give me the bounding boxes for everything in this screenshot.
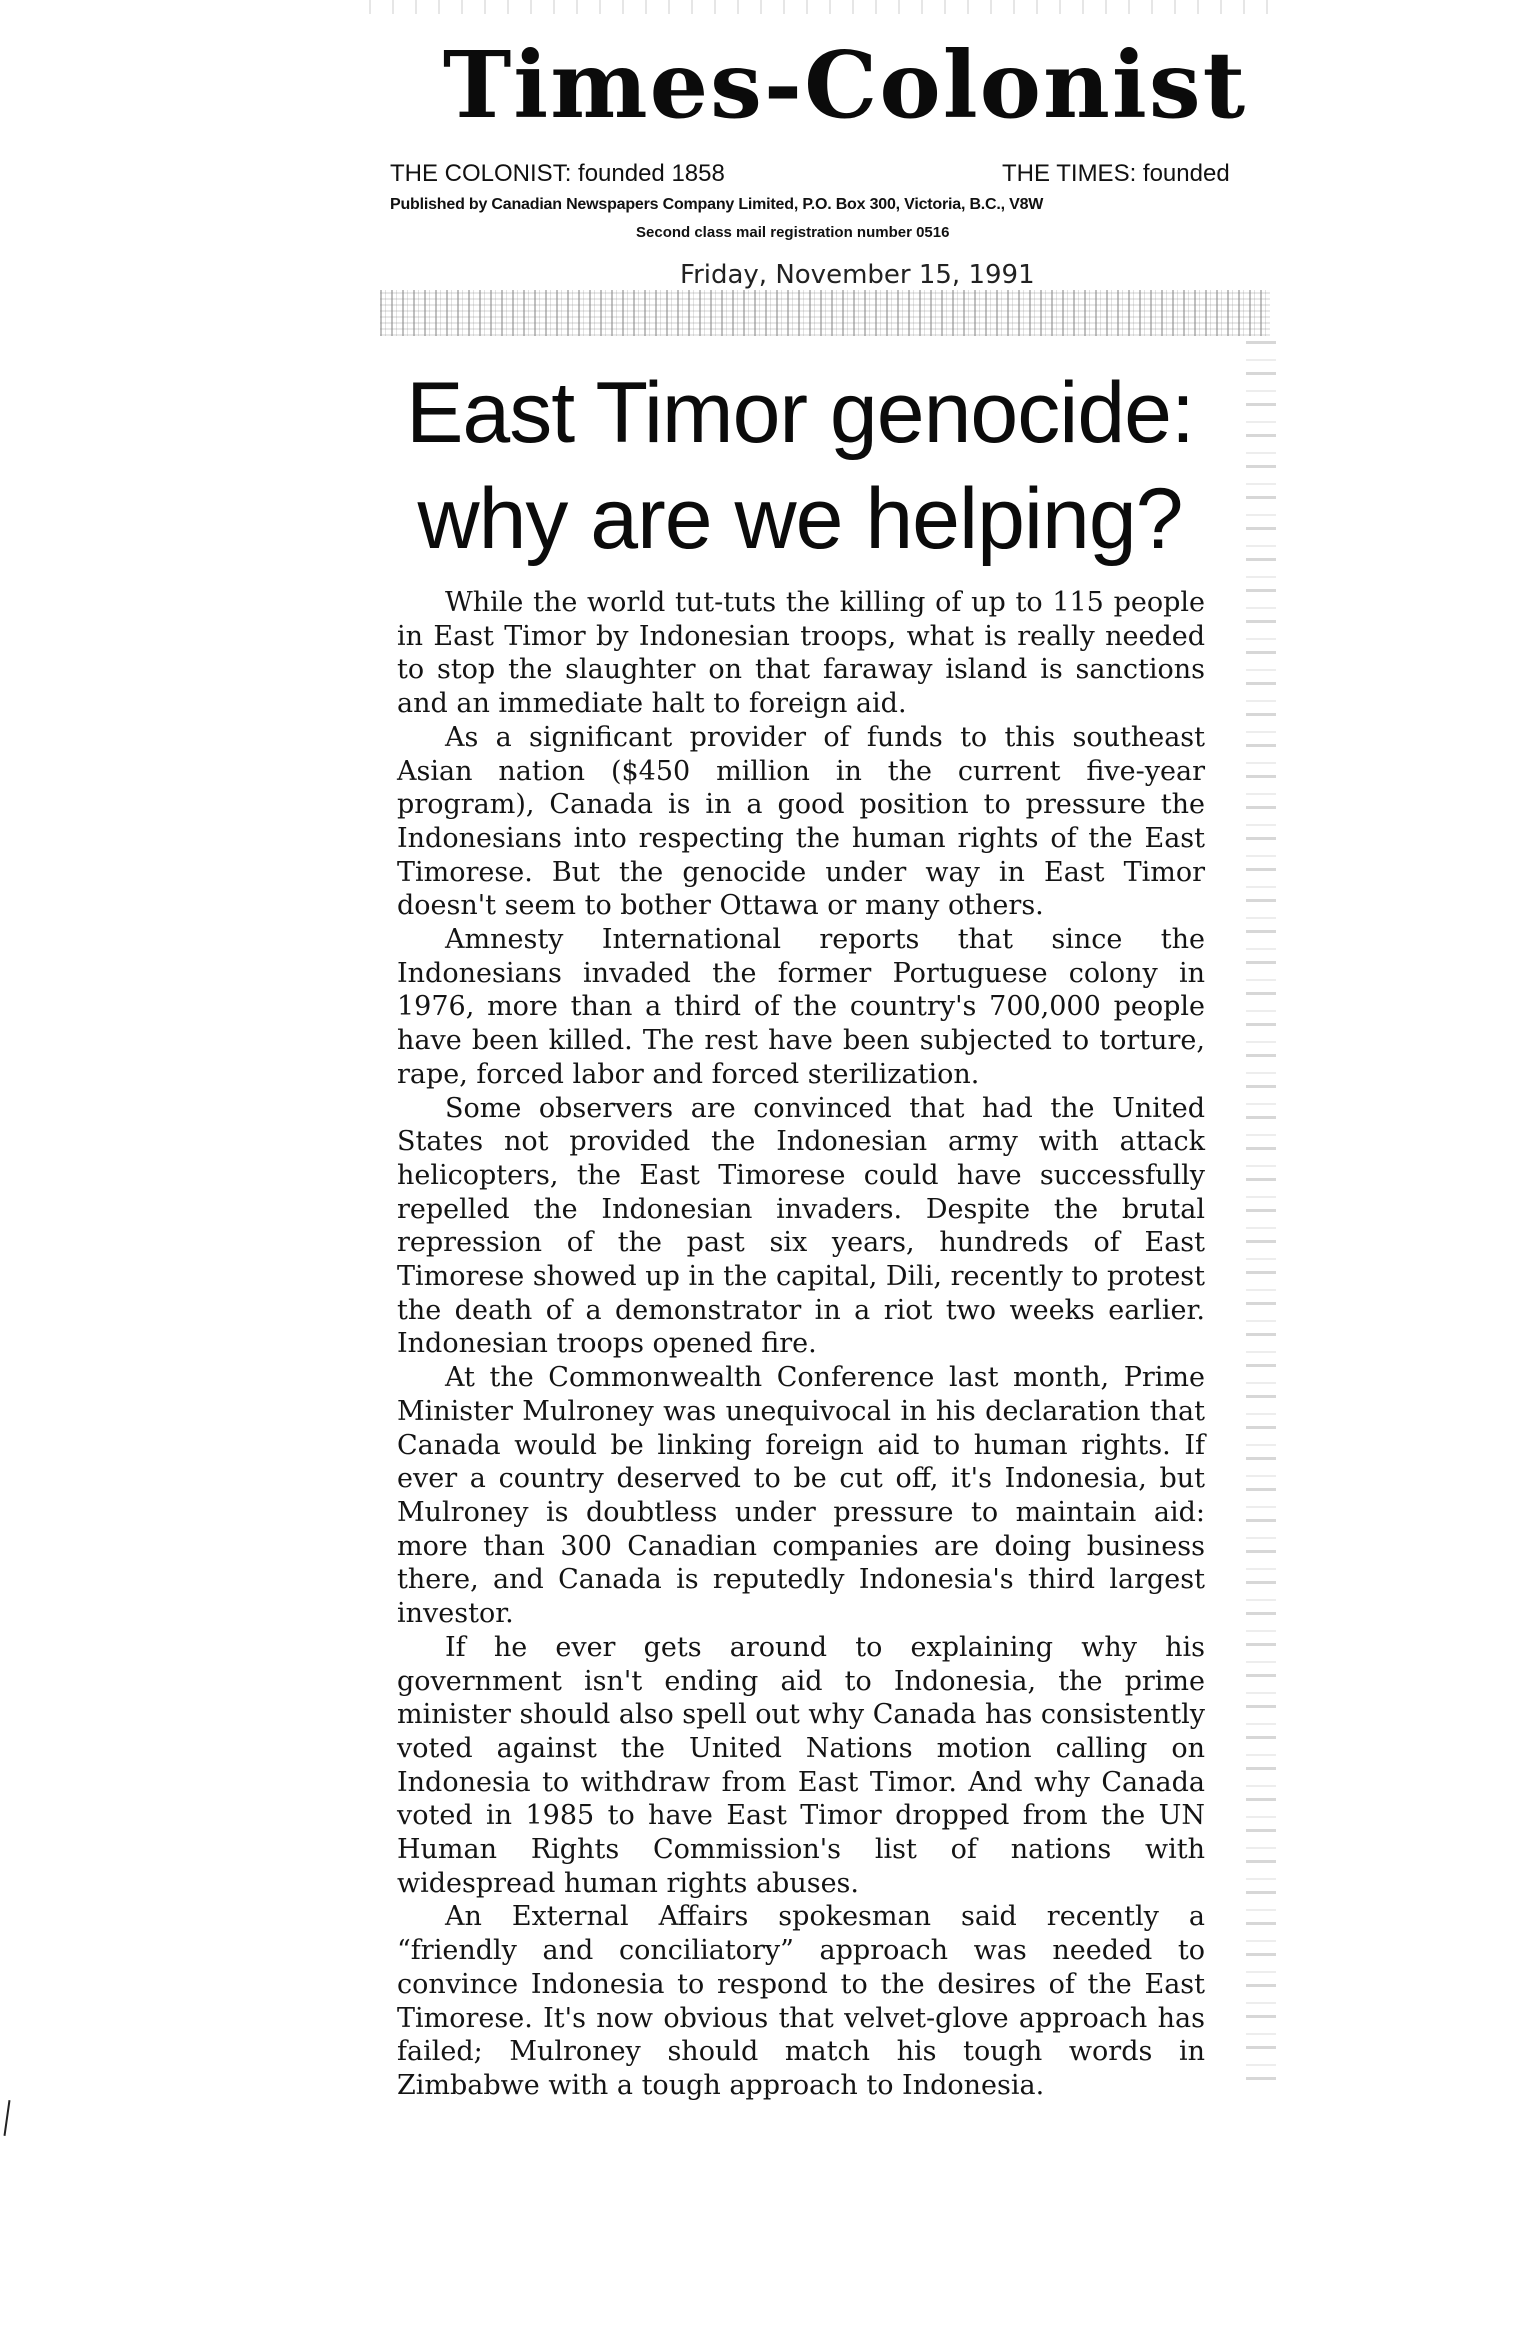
article-paragraph: At the Commonwealth Conference last month, Prime Minister Mulroney was unequivocal in his declaration that Canada would be linking foreign aid to human rights. If ever a country deserved to be cut off, it's Indonesia, but Mulroney is doubtless under pressure to maintain aid: more than 300 Canadian companies are doing business there, and Canada is reputedly Indonesia's third largest investor. <box>397 1362 1205 1630</box>
headline-line-1: East Timor genocide: <box>406 365 1194 461</box>
colonist-founded: THE COLONIST: founded 1858 <box>390 160 725 187</box>
headline-line-2: why are we helping? <box>417 471 1183 567</box>
article-paragraph: If he ever gets around to explaining why his government isn't ending aid to Indonesia, the prime minister should also spell out why Canada has consistently voted against the United Nations motion calling on Indonesia to withdraw from East Timor. And why Canada voted in 1985 to have East Timor dropped from the UN Human Rights Commission's list of nations with widespread human rights abuses. <box>397 1631 1205 1899</box>
newspaper-logo: Times-Colonist <box>442 31 1248 139</box>
times-founded: THE TIMES: founded <box>1002 160 1230 187</box>
scan-noise-top <box>360 0 1280 14</box>
scan-noise-band <box>380 290 1270 336</box>
article-paragraph: Some observers are convinced that had the United States not provided the Indonesian army with attack helicopters, the East Timorese could have successfully repelled the Indonesian invaders. Despite the brutal repression of the past six years, hundreds of East Timorese showed up in the capital, Dili, recently to protest the death of a demonstrator in a riot two weeks earlier. Indonesian troops opened fire. <box>397 1092 1205 1360</box>
margin-mark <box>4 2100 11 2136</box>
scan-noise-right-edge <box>1246 330 1276 2080</box>
mail-registration: Second class mail registration number 0516 <box>636 224 950 241</box>
article-paragraph: An External Affairs spokesman said recently a “friendly and conciliatory” approach was needed to convince Indonesia to respond to the desires of the East Timorese. It's now obvious that velvet-glove approach has failed; Mulroney should match his tough words in Zimbabwe with a tough approach to Indonesia. <box>397 1901 1205 2101</box>
article-paragraph: Amnesty International reports that since the Indonesians invaded the former Portuguese colony in 1976, more than a third of the country's 700,000 people have been killed. The rest have been subjected to torture, rape, forced labor and forced sterilization. <box>397 924 1205 1090</box>
publisher-line: Published by Canadian Newspapers Company Limited, P.O. Box 300, Victoria, B.C., V8W <box>390 196 1044 213</box>
founded-line <box>390 160 1280 190</box>
article-paragraph: While the world tut-tuts the killing of up to 115 people in East Timor by Indonesian troops, what is really needed to stop the slaughter on that faraway island is sanctions and an immediate halt to foreign aid. <box>397 587 1205 720</box>
publication-date: Friday, November 15, 1991 <box>680 260 1035 290</box>
article-headline <box>380 360 1220 572</box>
article-body <box>397 586 1205 2103</box>
article-paragraph: As a significant provider of funds to this southeast Asian nation ($450 million in the current five-year program), Canada is in a good position to pressure the Indonesians into respecting the human rights of the East Timorese. But the genocide under way in East Timor doesn't seem to bother Ottawa or many others. <box>397 721 1205 922</box>
